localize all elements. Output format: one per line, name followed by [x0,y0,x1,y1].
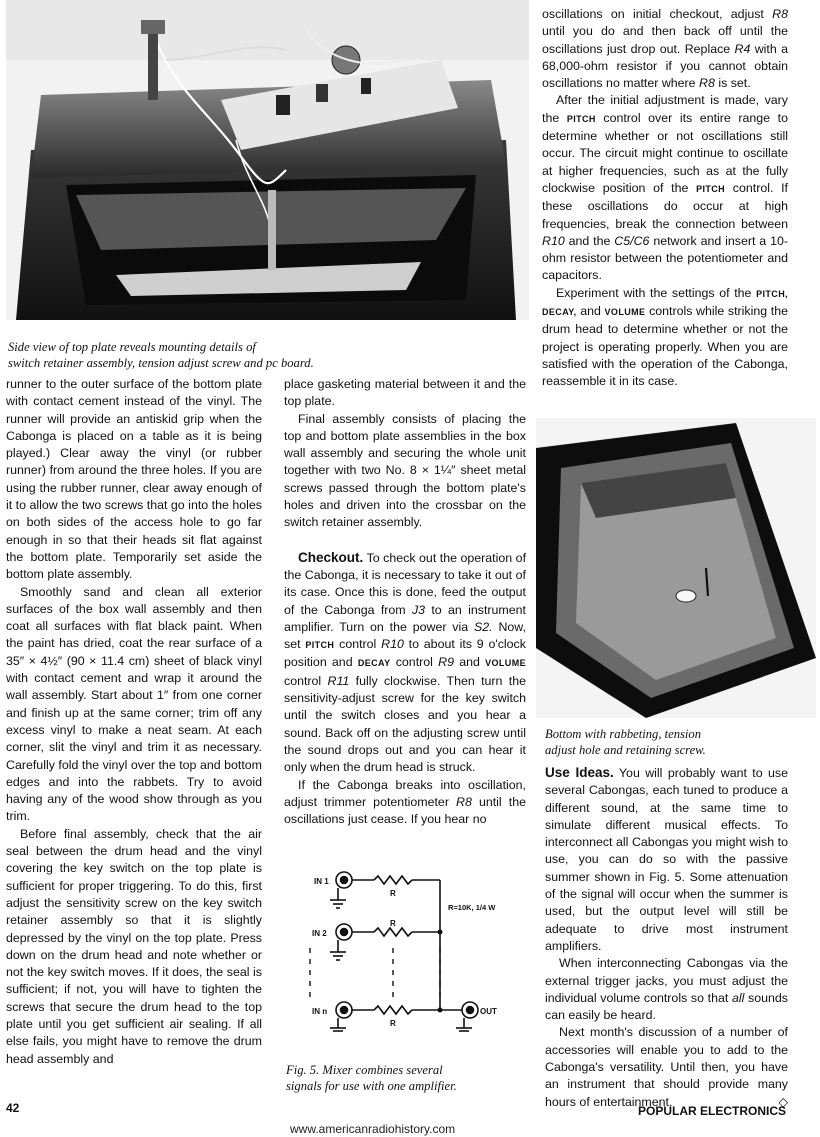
range-text-a: After the initial adjustment is made, vary the [542,93,788,125]
r8-ref-b: R8 [699,76,715,91]
bottom-photo-caption-line2: adjust hole and retaining screw. [545,743,706,757]
resistor-value-label: R=10K, 1/4 W [448,903,496,912]
col1-paragraph-2: Smoothly sand and clean all exterior surfaces of the box wall assembly and then coat all surfaces with flat black paint. When the paint has dried, coat the rear surface of a 35″ × 4½″ (90 × 11.4 cm) sheet of black vinyl with contact cement and wrap it around the wall assembly. Start about 1″ from one corner and finish up at the same corner; trim off any excess vinyl to make a neat seam. At each corner, slit the vinyl and trim it as necessary. Carefully fold the vinyl over the top and bottom edges and into the rabbets. Try to avoid having any of the wood show through as you trim. [6,584,262,824]
r10-ref: R10 [381,637,404,652]
range-text-b: control over its entire range to determine whether or not oscillations still occur. The circuit might continue to oscillate at higher frequencies, such as at the fully clockwise position of the [542,110,788,195]
interconnect-text-a: When interconnecting Cabongas via the external trigger jacks, you must adjust the individual volume controls so that [545,956,788,1005]
closing-text: Next month's discussion of a number of accessories will enable you to add to the Cabonga's versatility. Until then, you have an instrument that should provide many hours of entertainment. [545,1025,788,1109]
r4-ref: R4 [734,41,751,56]
col2-paragraph-2: Final assembly consists of placing the top and bottom plate assemblies in the box wall assembly and securing the whole unit together with two No. 8 × 1¼″ sheet metal screws passed through the bottom plate's holes and driven into the crossbar on the switch retainer assembly. [284,411,526,530]
col2-paragraph-4 [284,777,526,829]
range-text-e: network and insert a 10-ohm resistor between the potentiometer and capacitors. [542,233,788,283]
bottom-plate-photo [536,418,816,718]
col3-paragraph-1 [542,6,788,92]
column-3-bottom [545,764,788,1111]
col3-paragraph-2 [542,92,788,284]
out-label: OUT [480,1007,497,1016]
volume-label-col3: VOLUME [604,307,646,318]
checkout-text-a: To check out the operation of the Cabonga, it is necessary to take it out of its case. Once this is done, feed the output of the Cabonga from [284,550,527,617]
col1-paragraph-1: runner to the outer surface of the bottom plate with contact cement instead of the vinyl. The runner will provide an antiskid grip when the Cabonga is placed on a table as it is being played.) Clear away the vinyl (or rubber runner) from around the three holes. If you are using the rubber runner, clear away enough of it to allow the two screws that go into the holes on both sides of the access hole to go far enough in so that their heads sit flat against the bottom plate. Temporarily set aside the bottom plate assembly. [6,377,262,582]
checkout-text-b: to an instrument amplifier. Turn on the power via [284,602,526,634]
interconnect-text-b: sounds can easily be heard. [545,990,789,1023]
top-plate-photo [6,0,529,320]
oscillation-text-b: until the oscillations just cease. If you hear no [284,794,526,827]
fig5-caption-line1: Fig. 5. Mixer combines several [286,1063,443,1077]
decay-control-label: DECAY [357,658,391,669]
use-ideas-heading: Use Ideas. [545,765,614,780]
r11-ref: R11 [327,673,350,688]
col3-paragraph-3 [542,285,788,391]
range-text-c: control. If these oscillations do occur at high frequencies, break the connection between [542,180,788,231]
pitch-label-a: PITCH [566,113,596,124]
checkout-heading: Checkout. [298,549,364,565]
r8-ref: R8 [456,794,472,809]
adjust-text-b: until you do and then back off until the oscillations just drop out. Replace [542,24,788,56]
c5c6-ref: C5/C6 [614,233,650,248]
checkout-text-i: fully clockwise. Then turn the sensitivity-adjust screw for the key switch until the switch closes and you hear a sound. Back off on the adjusting screw until the sound drops out and you can hear it only when the drum head is struck. [284,673,526,775]
pitch-label-c: PITCH, [756,288,788,299]
top-photo-caption-line1: Side view of top plate reveals mounting details of [8,340,256,354]
column-1 [6,376,262,1068]
fig5-caption-line2: signals for use with one amplifier. [286,1079,457,1093]
experiment-text-b: and [580,304,601,319]
checkout-text-g: and [459,655,480,670]
end-mark-icon: ◇ [778,1094,788,1109]
col1-paragraph-3: Before final assembly, check that the air seal between the drum head and the vinyl covering the key switch on the top plate is sufficient for proper triggering. To do this, first adjust the sensitivity screw on the key switch retainer assembly so that it is slightly depressed by the vinyl on the top plate. Press down on the drum head and note whether or not the key switch moves. If it does, the seal is sufficient; if not, you will have to tighten the screws that secure the drum head to the top plate until you get sufficient air sealing. If all else fails, you might have to remove the drum head assembly and [6,826,262,1066]
adjust-text-d: is set. [718,76,751,91]
checkout-text-e: to about its 9 o'clock position and [284,637,526,670]
adjust-text-c: with a 68,000-ohm resistor if you cannot obtain oscillations no matter where [542,41,788,91]
fig5-caption [286,1062,526,1094]
r9-ref: R9 [438,655,454,670]
decay-label-col3: DECAY, [542,307,577,318]
col2-checkout-paragraph [284,549,526,777]
use-ideas-text: You will probably want to use several Cabongas, each tuned to produce a different sound, at the same time to simulate different musical effects. To interconnect all Cabongas you might wish to use, you can do so with the passive summer shown in Fig. 5. Some attenuation of the signal will occur when the summer is used, but the output level will still be adequate to drive most instrument amplifiers. [545,766,789,953]
mixer-schematic [300,860,520,1035]
bottom-photo-caption-line1: Bottom with rabbeting, tension [545,727,702,741]
r8-ref-a: R8 [772,7,788,21]
resistor-2-label: R [390,919,396,928]
in2-label: IN 2 [312,929,327,938]
resistor-1-label: R [390,889,396,898]
inn-label: IN n [312,1007,328,1016]
checkout-text-h: control [284,673,322,688]
top-photo-caption [8,339,528,371]
r10-ref-col3: R10 [542,233,565,248]
bottom-plate-photo-drawing [536,418,816,718]
column-3-top [542,6,788,391]
page-number: 42 [6,1101,20,1115]
checkout-text-f: control [395,655,433,670]
experiment-text-a: Experiment with the settings of the [556,285,752,300]
col3-use-ideas-paragraph [545,764,788,955]
top-photo-caption-line2: switch retainer assembly, tension adjust screw and pc board. [8,356,314,370]
checkout-text-d: control [339,637,377,652]
pitch-label-b: PITCH [696,183,726,194]
col3-paragraph-6 [545,1024,788,1110]
adjust-text-a: oscillations on initial checkout, adjust [542,7,764,21]
source-url[interactable]: www.americanradiohistory.com [290,1122,456,1136]
checkout-text-c: Now, set [284,619,526,652]
in1-label: IN 1 [314,877,329,886]
volume-control-label: VOLUME [485,658,527,669]
all-emphasis: all [731,990,745,1005]
col2-paragraph-1: place gasketing material between it and the top plate. [284,377,526,409]
column-2 [284,376,526,828]
oscillation-text-a: If the Cabonga breaks into oscillation, adjust trimmer potentiometer [284,777,526,809]
top-plate-photo-drawing [6,0,529,320]
experiment-text-c: controls while striking the drum head to determine whether or not the project is operating properly. When you are satisfied with the operation of the Cabonga, reassemble it in its case. [542,304,788,389]
j3-ref: J3 [411,602,426,617]
col3-paragraph-5 [545,955,788,1024]
magazine-name: POPULAR ELECTRONICS [637,1104,786,1118]
bottom-photo-caption [545,726,795,758]
resistor-n-label: R [390,1019,396,1028]
range-text-d: and the [568,233,611,248]
s2-ref: S2. [474,619,493,634]
pitch-control-label: PITCH [305,640,335,651]
